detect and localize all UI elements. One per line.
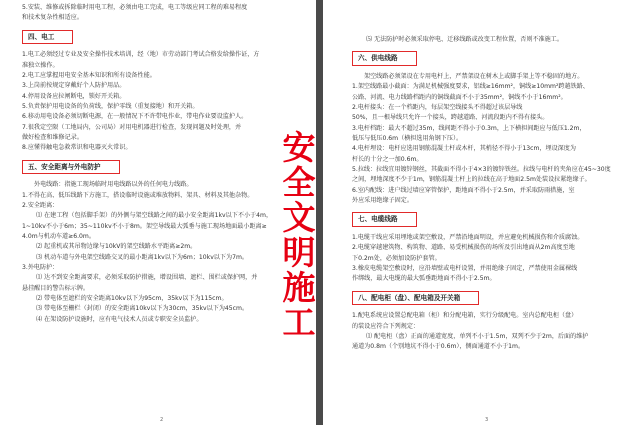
text-line: ⑶ 机动车道与外电架空线路交叉的最小距离1kv以下为6m；10kv以下为7m。 [36, 253, 248, 261]
overlay-title-char: 全 [282, 163, 316, 202]
text-line: 7.很我定空限（工地局内，公司局）对用电机器进行检查，发现问题及时处理，并 [22, 123, 242, 131]
overlay-vertical-title [277, 130, 321, 340]
page-number-right: 3 [485, 417, 489, 423]
text-line: 作绑线，最大电缆的最大弧垂距地面不得小于2.5m。 [352, 275, 496, 283]
text-line: 2.电杆接头：在一个档距内，每层架空线接头不得超过该层导线 [352, 103, 523, 111]
text-line: ⑴ 配电柜（盘）正面的通道宽度，单列不小于1.5m，双列不少于2m，后面的维护 [366, 333, 589, 340]
right-top-paragraph [352, 35, 630, 45]
text-line: 3.外电防护： [22, 264, 59, 272]
text-line: 公路、河流、电力线路档距内的铜线截面不小于35mm²，铜线不小于16mm²。 [352, 93, 567, 101]
text-line: 1.架空线路最小截面：为满足机械强度要求，铝线≥16mm²，铜线≥10mm²跨越铁路、 [352, 83, 589, 91]
text-line: 1.配电系统应设置总配电箱（柜）和分配电箱，实行分级配电。室内总配电柜（盘） [352, 312, 578, 320]
text-line: 悬挂醒目的警告标示牌。 [22, 284, 90, 292]
section-heading-power-lines: 六、供电线路 [352, 51, 417, 66]
text-line: 4.电杆埋设：电杆应选用钢筋混凝土杆或木杆，其梢径不得小于13cm，埋设深度为 [352, 145, 576, 153]
section-heading-cable-lines: 七、电缆线路 [352, 212, 417, 227]
text-line: ⑸ 无法防护时必须采取停电、迁移线路或改变工程位置，否则不准施工。 [366, 36, 563, 43]
text-line: 50%，且一根导线只允许一个接头，跨越道路、河流段距内不得有接头。 [352, 114, 549, 122]
text-line: 5.负责保护用电设备的负荷线，保护零线（重复接地）和开关箱。 [22, 103, 199, 110]
overlay-title-char: 文 [282, 198, 316, 237]
text-line: 3.上岗前按规定穿戴好个人防护用品。 [22, 82, 126, 90]
page-number-left: 2 [160, 417, 164, 423]
text-line: 3.电杆档距：最大不超过35m，线间距不得小于0.3m，上下横担间距应与低压1.2m， [352, 124, 586, 132]
text-line: ⑵ 起重机或其吊物边缘与10kV的架空线路水平距离≥2m。 [36, 243, 197, 251]
right-document-page [323, 0, 640, 425]
text-line: 之间，埋地深度不少于1m，钢筋混凝土杆上的拉线在高于地面2.5m处装设拉紧绝缘子。 [352, 176, 591, 184]
text-line: 1.电工必须经过专业及安全操作技术培训，经（地）市劳动部门考试合格发给操作证，方 [22, 51, 260, 59]
overlay-title-char: 工 [282, 303, 316, 342]
left-top-paragraph [22, 3, 304, 24]
text-line: 2.安全距离： [22, 202, 59, 209]
text-line: 8.应懂得触电急救常识和电器灭火常识。 [22, 144, 132, 152]
text-line: 的装设应符合下列规定： [352, 322, 420, 330]
left-document-page [0, 0, 316, 425]
overlay-title-char: 明 [282, 233, 316, 272]
section-cable-lines-body [352, 233, 630, 285]
text-line: 3.橡皮电缆架空敷设时，应沿墙壁或电杆设置，并用绝缘子固定，严禁使用金属裸线 [352, 265, 578, 273]
text-line: 6.移动用电设备必须切断电源，在一般情况下不许带电作业，带电作业要设监护人。 [22, 113, 248, 121]
text-line: 外电线路：指施工现场临时用电线路以外的任何电力线路。 [34, 181, 193, 189]
text-line: 2.电工应掌握用电安全基本知识和所有设备性能。 [22, 71, 156, 79]
text-line: 下0.2m处，必须加设防护套管。 [352, 254, 441, 262]
text-line: 架空线路必须架设在专用电杆上，严禁架设在树木上或脚手架上等不稳固的地方。 [364, 72, 584, 80]
text-line: 1~10kv不小于6m；35~110kv不小于8m。架空导线最大弧垂与施工现场地面最小距离≥ [22, 222, 267, 230]
text-line: ⑶ 带电体至栅栏（封闭）的安全距离10kv以下为30cm，35kv以下为45cm。 [36, 305, 249, 313]
text-line: 4.0m与机动车道≥6.0m。 [22, 233, 95, 241]
text-line: 低压与低压0.6m（横担选用角钢下压）。 [352, 135, 463, 142]
text-line: ⑴ 在建工程（包括脚手架）的外侧与架空线路之间的最小安全距离1kv以下不小于4m， [36, 212, 273, 220]
text-line: 外应采用绝缘子固定。 [352, 197, 413, 205]
text-line: 6.室内配线：进户线过墙应穿管保护，距地面不得小于2.5m，并采取防雨措施，室 [352, 186, 575, 194]
text-line: 准独立操作。 [22, 61, 59, 69]
text-line: 通道为0.8m（个别地坑不得小于0.6m），侧面通道不小于1m。 [352, 343, 525, 351]
text-line: 1.不得在高、低压线路下方施工，搭设临时设施或堆放物料、架具、材料及其他杂物。 [22, 191, 254, 199]
section-heading-electrician: 四、电工 [22, 30, 73, 45]
section-distribution-boxes-body [352, 311, 630, 352]
overlay-title-char: 安 [282, 128, 316, 167]
text-line: ⑴ 达不到安全距离要求，必须采取防护措施，增设围墙、遮栏、围栏或保护网，并 [36, 274, 258, 282]
text-line: 1.电缆干线应采用埋地或架空敷设，严禁沿地面明设，并应避免机械损伤和介质腐蚀。 [352, 234, 584, 241]
text-line: 5.安装、维修或拆除临时用电工程，必须由电工完成，电工等级应同工程的难易程度 [22, 4, 248, 11]
text-line: ⑵ 带电体至遮栏的安全距离10kv以下为95cm，35kv以下为115cm。 [36, 295, 228, 303]
text-line: 杆长的十分之一加0.6m。 [352, 155, 423, 163]
text-line: 5.拉线：拉线宜用镀锌钢丝，其截面不得小于4×3的镀锌铁丝。拉线与电杆的夹角应在45~30度 [352, 166, 611, 174]
text-line: ⑷ 在架设防护设施时，应有电气技术人员或专职安全员监护。 [36, 315, 203, 323]
text-line: 4.停用设备应拉闸断电，锁好开关箱。 [22, 92, 126, 100]
section-power-lines-body [352, 72, 630, 206]
section-electrician-body [22, 50, 304, 153]
text-line: 2.电缆穿越建筑物、构筑物、道路、易受机械损伤的场所及引出地面从2m高度至地 [352, 244, 575, 252]
overlay-title-char: 施 [282, 268, 316, 307]
section-heading-safe-distance: 五、安全距离与外电防护 [22, 160, 120, 175]
section-safe-distance-body [22, 180, 304, 325]
text-line: 做好检查和维修记录。 [22, 134, 83, 142]
section-heading-distribution-boxes: 八、配电柜（盘）、配电箱及开关箱 [352, 291, 479, 306]
text-line: 和技术复杂性相适应。 [22, 14, 83, 22]
